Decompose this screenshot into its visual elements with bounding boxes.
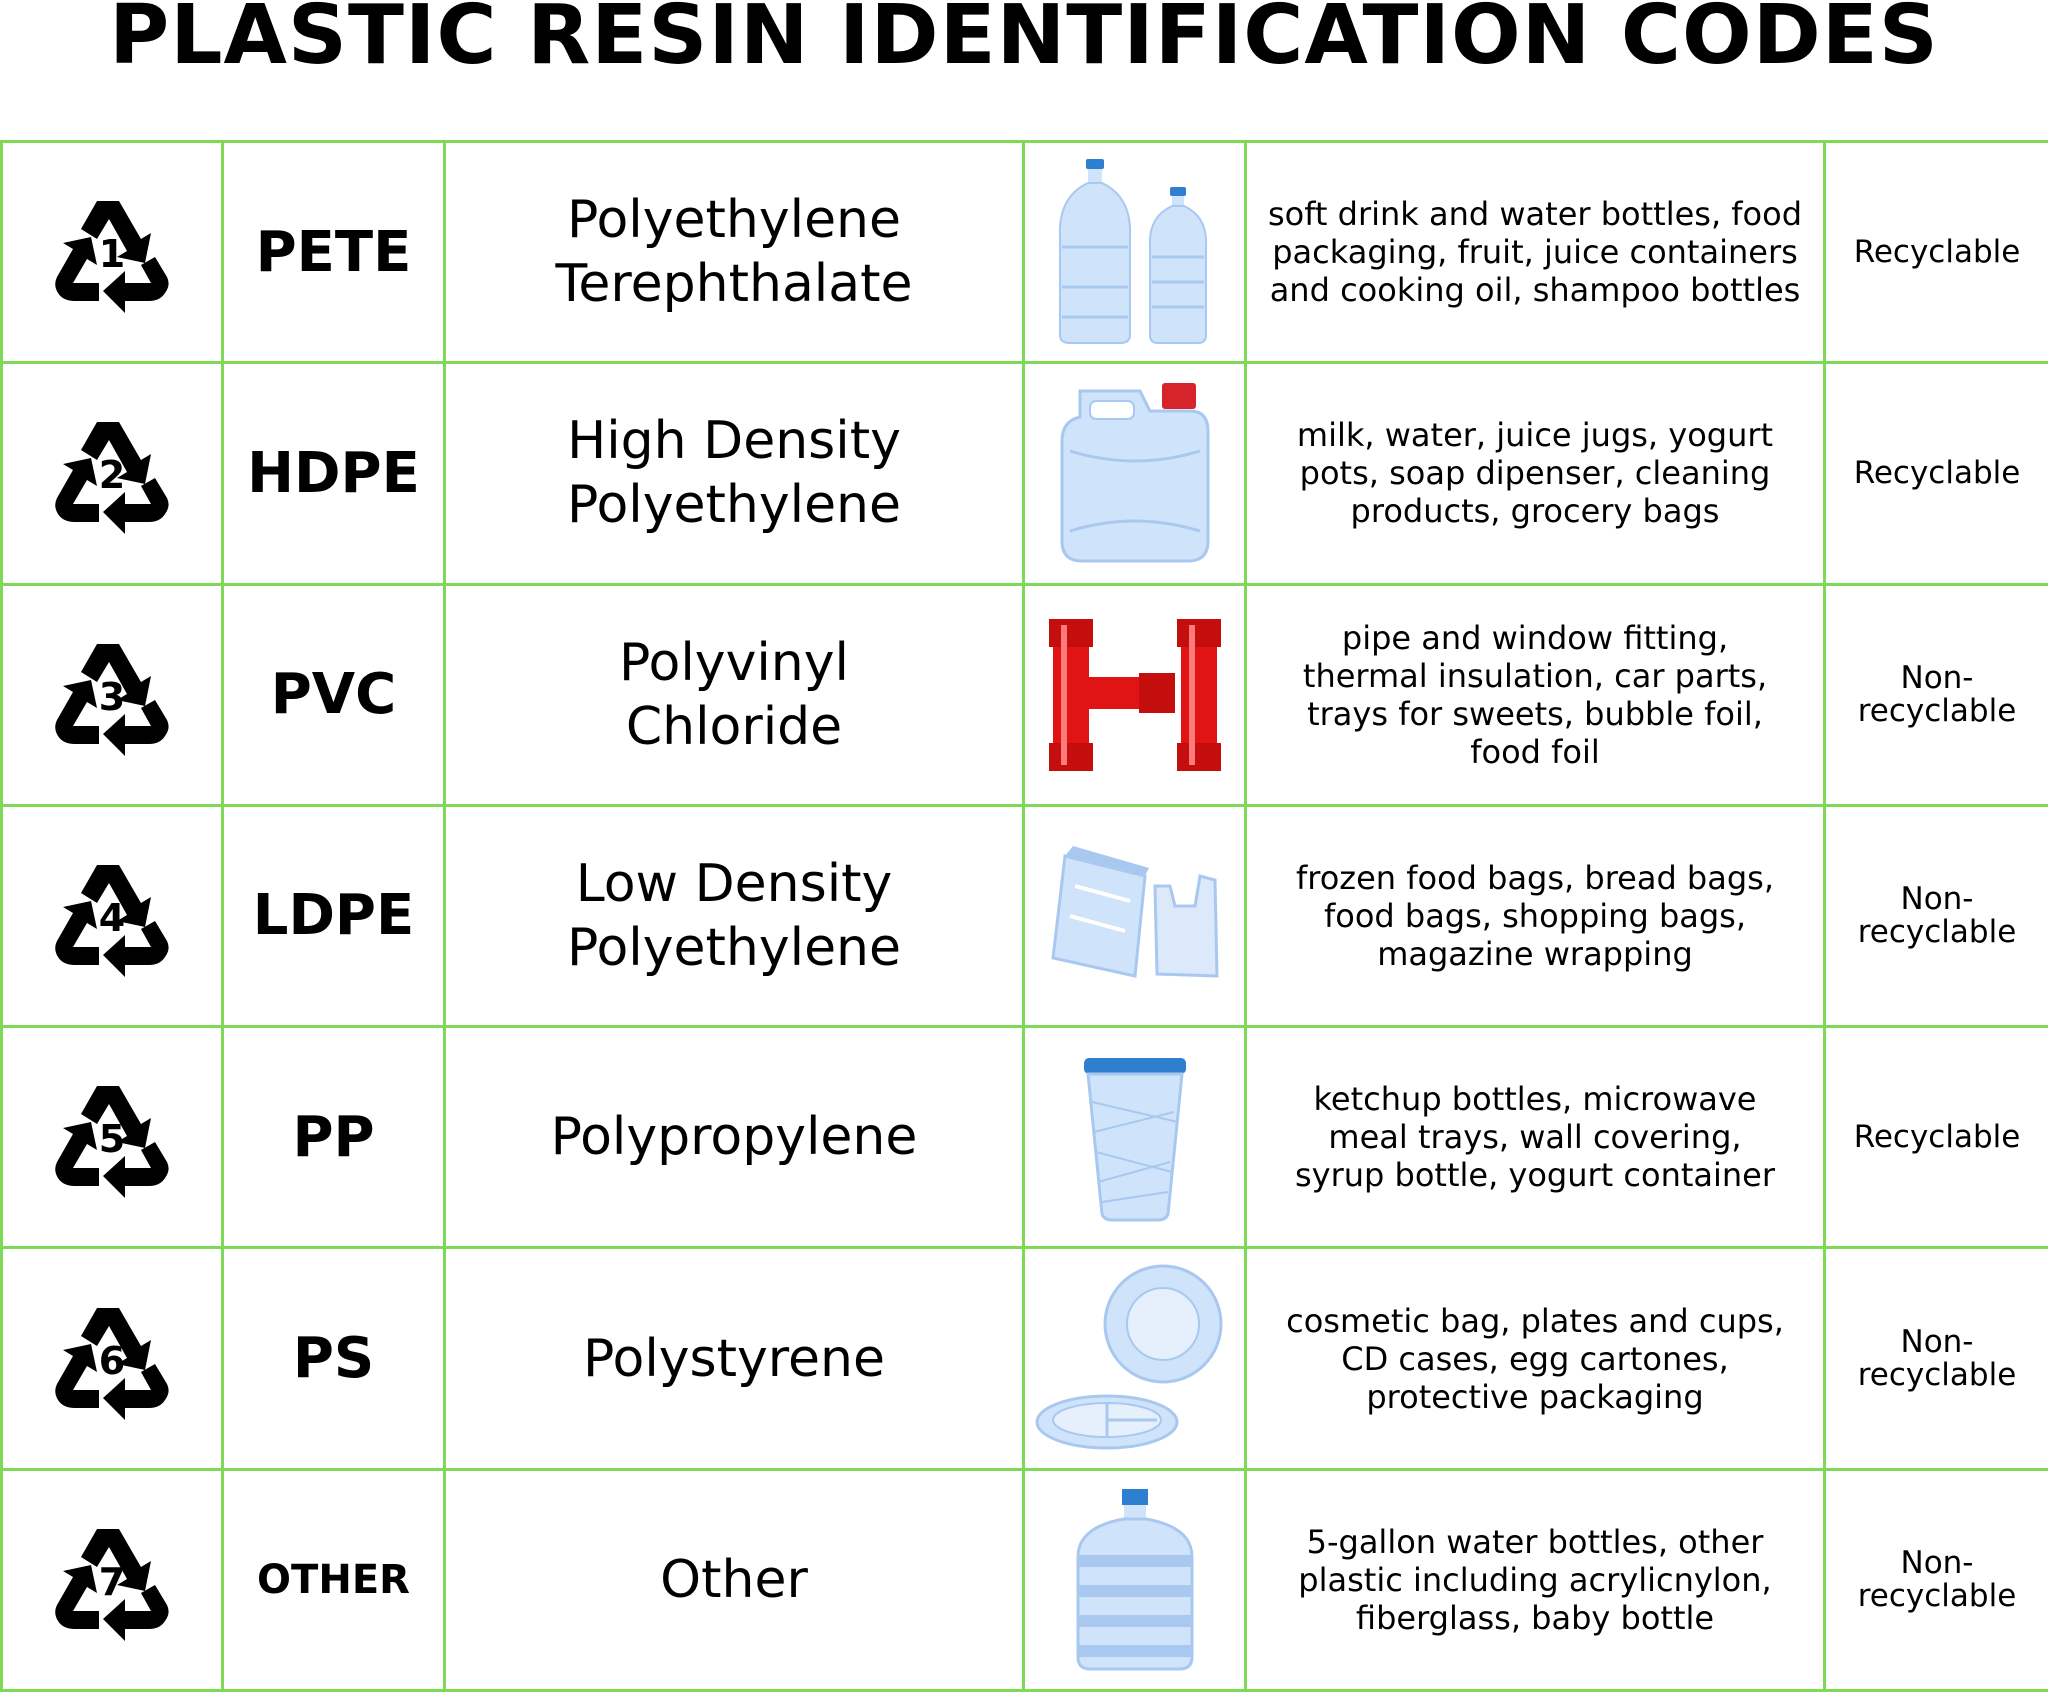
resin-name bbox=[445, 1248, 1024, 1469]
recycle-symbol-cell bbox=[2, 584, 223, 805]
uses-line: food foil bbox=[1470, 732, 1600, 771]
uses-line: magazine wrapping bbox=[1377, 934, 1693, 973]
resin-code-number: 5 bbox=[98, 1117, 126, 1162]
resin-name bbox=[445, 142, 1024, 363]
resin-name bbox=[445, 1469, 1024, 1690]
resin-name-line: Polystyrene bbox=[583, 1328, 885, 1389]
recyclability-status: Non-recyclable bbox=[1825, 805, 2048, 1026]
recycle-symbol-cell bbox=[2, 1469, 223, 1690]
resin-abbreviation: LDPE bbox=[223, 805, 445, 1026]
recycle-icon bbox=[47, 1072, 177, 1202]
uses-line: packaging, fruit, juice containers bbox=[1272, 233, 1798, 272]
recyclability-status: Recyclable bbox=[1825, 1027, 2048, 1248]
pvc-pipes-icon bbox=[1045, 615, 1225, 775]
uses-line: frozen food bags, bread bags, bbox=[1295, 858, 1774, 897]
product-image-cell bbox=[1024, 1248, 1246, 1469]
product-image-cell bbox=[1024, 805, 1246, 1026]
resin-code-number: 7 bbox=[98, 1559, 126, 1604]
product-image-cell bbox=[1024, 142, 1246, 363]
uses-line: cosmetic bag, plates and cups, bbox=[1286, 1301, 1784, 1340]
uses-line: syrup bottle, yogurt container bbox=[1294, 1156, 1776, 1195]
recycle-symbol-cell bbox=[2, 1027, 223, 1248]
recycle-symbol-cell bbox=[2, 142, 223, 363]
resin-abbreviation: PS bbox=[223, 1248, 445, 1469]
uses-line: meal trays, wall covering, bbox=[1328, 1118, 1742, 1157]
plastic-plates-icon bbox=[1035, 1264, 1235, 1454]
recycle-symbol-cell bbox=[2, 805, 223, 1026]
uses-line: and cooking oil, shampoo bottles bbox=[1269, 271, 1801, 310]
uses-line: thermal insulation, car parts, bbox=[1302, 656, 1768, 695]
recycle-icon bbox=[47, 408, 177, 538]
resin-name bbox=[445, 1027, 1024, 1248]
recycle-icon bbox=[47, 187, 177, 317]
resin-name-line: Chloride bbox=[625, 696, 843, 757]
uses-line: food bags, shopping bags, bbox=[1323, 896, 1747, 935]
recycle-icon bbox=[47, 630, 177, 760]
common-uses bbox=[1246, 584, 1825, 805]
table-row bbox=[2, 584, 2048, 805]
table-row bbox=[2, 142, 2048, 363]
resin-abbreviation: OTHER bbox=[223, 1469, 445, 1690]
uses-line: CD cases, egg cartones, bbox=[1341, 1339, 1729, 1378]
recyclability-status: Non-recyclable bbox=[1825, 584, 2048, 805]
uses-line: protective packaging bbox=[1366, 1377, 1704, 1416]
resin-name-line: Low Density bbox=[575, 853, 893, 914]
resin-name bbox=[445, 584, 1024, 805]
common-uses bbox=[1246, 1027, 1825, 1248]
common-uses bbox=[1246, 1248, 1825, 1469]
uses-line: soft drink and water bottles, food bbox=[1267, 195, 1803, 234]
uses-line: ketchup bottles, microwave bbox=[1313, 1080, 1757, 1119]
common-uses bbox=[1246, 1469, 1825, 1690]
recycle-symbol-cell bbox=[2, 1248, 223, 1469]
resin-name-line: Polyethylene bbox=[566, 917, 902, 978]
resin-name-line: Polyethylene bbox=[566, 475, 902, 536]
resin-name-line: Other bbox=[660, 1549, 808, 1610]
recyclability-status: Non-recyclable bbox=[1825, 1469, 2048, 1690]
table-row bbox=[2, 1469, 2048, 1690]
resin-code-number: 1 bbox=[98, 232, 126, 277]
recyclability-status: Recyclable bbox=[1825, 363, 2048, 584]
page-title: PLASTIC RESIN IDENTIFICATION CODES bbox=[109, 0, 1939, 83]
resin-code-number: 2 bbox=[98, 453, 126, 498]
recycle-icon bbox=[47, 1294, 177, 1424]
resin-code-number: 4 bbox=[98, 895, 126, 940]
table-row bbox=[2, 805, 2048, 1026]
resin-name-line: Polyethylene bbox=[566, 190, 902, 251]
resin-name-line: High Density bbox=[567, 411, 901, 472]
resin-code-number: 6 bbox=[98, 1338, 126, 1383]
resin-name-line: Polypropylene bbox=[550, 1107, 918, 1168]
resin-code-table bbox=[0, 140, 2048, 1692]
plastic-bags-icon bbox=[1045, 846, 1225, 986]
resin-abbreviation: PP bbox=[223, 1027, 445, 1248]
recyclability-status: Non-recyclable bbox=[1825, 1248, 2048, 1469]
product-image-cell bbox=[1024, 1469, 1246, 1690]
resin-name-line: Terephthalate bbox=[555, 254, 913, 315]
uses-line: milk, water, juice jugs, yogurt bbox=[1296, 416, 1774, 455]
recyclability-status: Recyclable bbox=[1825, 142, 2048, 363]
uses-line: fiberglass, baby bottle bbox=[1355, 1598, 1715, 1637]
recycle-symbol-cell bbox=[2, 363, 223, 584]
table-row bbox=[2, 363, 2048, 584]
table-row bbox=[2, 1027, 2048, 1248]
common-uses bbox=[1246, 142, 1825, 363]
resin-abbreviation: PETE bbox=[223, 142, 445, 363]
uses-line: trays for sweets, bubble foil, bbox=[1307, 694, 1763, 733]
resin-code-number: 3 bbox=[98, 674, 126, 719]
recycle-icon bbox=[47, 851, 177, 981]
product-image-cell bbox=[1024, 584, 1246, 805]
resin-name bbox=[445, 805, 1024, 1026]
common-uses bbox=[1246, 805, 1825, 1026]
plastic-jug-icon bbox=[1050, 381, 1220, 566]
water-jug-icon bbox=[1070, 1487, 1200, 1672]
table-row bbox=[2, 1248, 2048, 1469]
common-uses bbox=[1246, 363, 1825, 584]
recycle-icon bbox=[47, 1515, 177, 1645]
uses-line: 5-gallon water bottles, other bbox=[1306, 1522, 1764, 1561]
resin-name-line: Polyvinyl bbox=[619, 632, 849, 693]
uses-line: plastic including acrylicnylon, bbox=[1298, 1560, 1772, 1599]
uses-line: pots, soap dipenser, cleaning bbox=[1299, 454, 1771, 493]
uses-line: pipe and window fitting, bbox=[1341, 618, 1729, 657]
resin-abbreviation: PVC bbox=[223, 584, 445, 805]
resin-name bbox=[445, 363, 1024, 584]
product-image-cell bbox=[1024, 363, 1246, 584]
plastic-cup-icon bbox=[1080, 1052, 1190, 1222]
resin-abbreviation: HDPE bbox=[223, 363, 445, 584]
uses-line: products, grocery bags bbox=[1350, 492, 1720, 531]
product-image-cell bbox=[1024, 1027, 1246, 1248]
plastic-bottles-icon bbox=[1050, 157, 1220, 347]
